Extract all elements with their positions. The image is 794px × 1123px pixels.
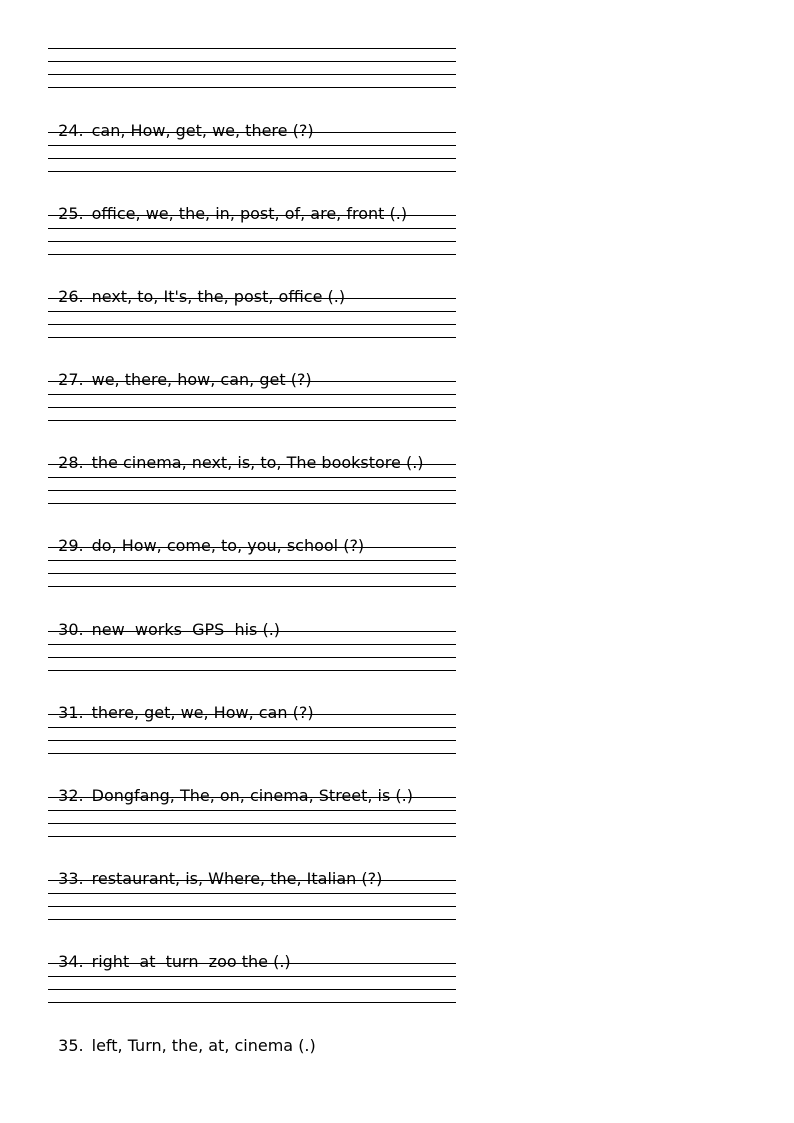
writing-line: [48, 48, 456, 49]
writing-line: [48, 976, 456, 977]
writing-line: [48, 254, 456, 255]
writing-line: [48, 298, 456, 299]
writing-line: [48, 836, 456, 837]
writing-line: [48, 963, 456, 964]
writing-line: [48, 228, 456, 229]
question-number: 25.: [58, 204, 84, 223]
writing-line: [48, 61, 456, 62]
question-number: 24.: [58, 121, 84, 140]
answer-lines-23[interactable]: [48, 48, 456, 88]
writing-line: [48, 586, 456, 587]
writing-line: [48, 381, 456, 382]
question-number: 27.: [58, 370, 84, 389]
writing-line: [48, 670, 456, 671]
question-26: [48, 267, 346, 306]
question-number: 34.: [58, 952, 84, 971]
writing-line: [48, 337, 456, 338]
question-28: [48, 433, 424, 472]
question-31: [48, 683, 314, 722]
answer-lines-28[interactable]: [48, 464, 456, 504]
question-number: 35.: [58, 1036, 84, 1055]
writing-line: [48, 573, 456, 574]
writing-line: [48, 324, 456, 325]
question-prompt: the cinema, next, is, to, The bookstore (.): [91, 453, 424, 472]
question-prompt: do, How, come, to, you, school (?): [91, 536, 365, 555]
writing-line: [48, 477, 456, 478]
question-prompt: new works GPS his (.): [91, 620, 281, 639]
question-number: 29.: [58, 536, 84, 555]
writing-line: [48, 753, 456, 754]
writing-line: [48, 919, 456, 920]
question-number: 30.: [58, 620, 84, 639]
answer-lines-29[interactable]: [48, 547, 456, 587]
question-number: 31.: [58, 703, 84, 722]
writing-line: [48, 906, 456, 907]
question-prompt: there, get, we, How, can (?): [91, 703, 314, 722]
writing-line: [48, 420, 456, 421]
question-number: 26.: [58, 287, 84, 306]
writing-line: [48, 74, 456, 75]
writing-line: [48, 87, 456, 88]
answer-lines-30[interactable]: [48, 631, 456, 671]
writing-line: [48, 740, 456, 741]
answer-lines-33[interactable]: [48, 880, 456, 920]
writing-line: [48, 132, 456, 133]
writing-line: [48, 644, 456, 645]
writing-line: [48, 1002, 456, 1003]
writing-line: [48, 311, 456, 312]
question-prompt: restaurant, is, Where, the, Italian (?): [91, 869, 383, 888]
writing-line: [48, 145, 456, 146]
answer-lines-32[interactable]: [48, 797, 456, 837]
answer-lines-24[interactable]: [48, 132, 456, 172]
answer-lines-34[interactable]: [48, 963, 456, 1003]
question-prompt: we, there, how, can, get (?): [91, 370, 312, 389]
writing-line: [48, 547, 456, 548]
writing-line: [48, 810, 456, 811]
answer-lines-26[interactable]: [48, 298, 456, 338]
question-prompt: next, to, It's, the, post, office (.): [91, 287, 346, 306]
question-33: [48, 849, 383, 888]
writing-line: [48, 823, 456, 824]
question-prompt: right at turn zoo the (.): [91, 952, 291, 971]
question-32: [48, 766, 413, 805]
question-prompt: Dongfang, The, on, cinema, Street, is (.): [91, 786, 413, 805]
question-34: [48, 932, 291, 971]
writing-line: [48, 407, 456, 408]
question-number: 32.: [58, 786, 84, 805]
answer-lines-25[interactable]: [48, 215, 456, 255]
question-24: [48, 101, 314, 140]
writing-line: [48, 158, 456, 159]
writing-line: [48, 727, 456, 728]
writing-line: [48, 657, 456, 658]
writing-line: [48, 880, 456, 881]
writing-line: [48, 394, 456, 395]
question-27: [48, 350, 312, 389]
question-number: 33.: [58, 869, 84, 888]
question-29: [48, 516, 365, 555]
question-prompt: left, Turn, the, at, cinema (.): [91, 1036, 316, 1055]
answer-lines-31[interactable]: [48, 714, 456, 754]
writing-line: [48, 171, 456, 172]
question-30: [48, 600, 281, 639]
writing-line: [48, 631, 456, 632]
question-prompt: can, How, get, we, there (?): [91, 121, 314, 140]
writing-line: [48, 464, 456, 465]
question-35: [48, 1016, 316, 1055]
writing-line: [48, 241, 456, 242]
writing-line: [48, 503, 456, 504]
writing-line: [48, 560, 456, 561]
question-number: 28.: [58, 453, 84, 472]
writing-line: [48, 989, 456, 990]
writing-line: [48, 714, 456, 715]
answer-lines-27[interactable]: [48, 381, 456, 421]
question-prompt: office, we, the, in, post, of, are, front (.): [91, 204, 408, 223]
question-25: [48, 184, 408, 223]
writing-line: [48, 215, 456, 216]
writing-line: [48, 797, 456, 798]
writing-line: [48, 490, 456, 491]
writing-line: [48, 893, 456, 894]
